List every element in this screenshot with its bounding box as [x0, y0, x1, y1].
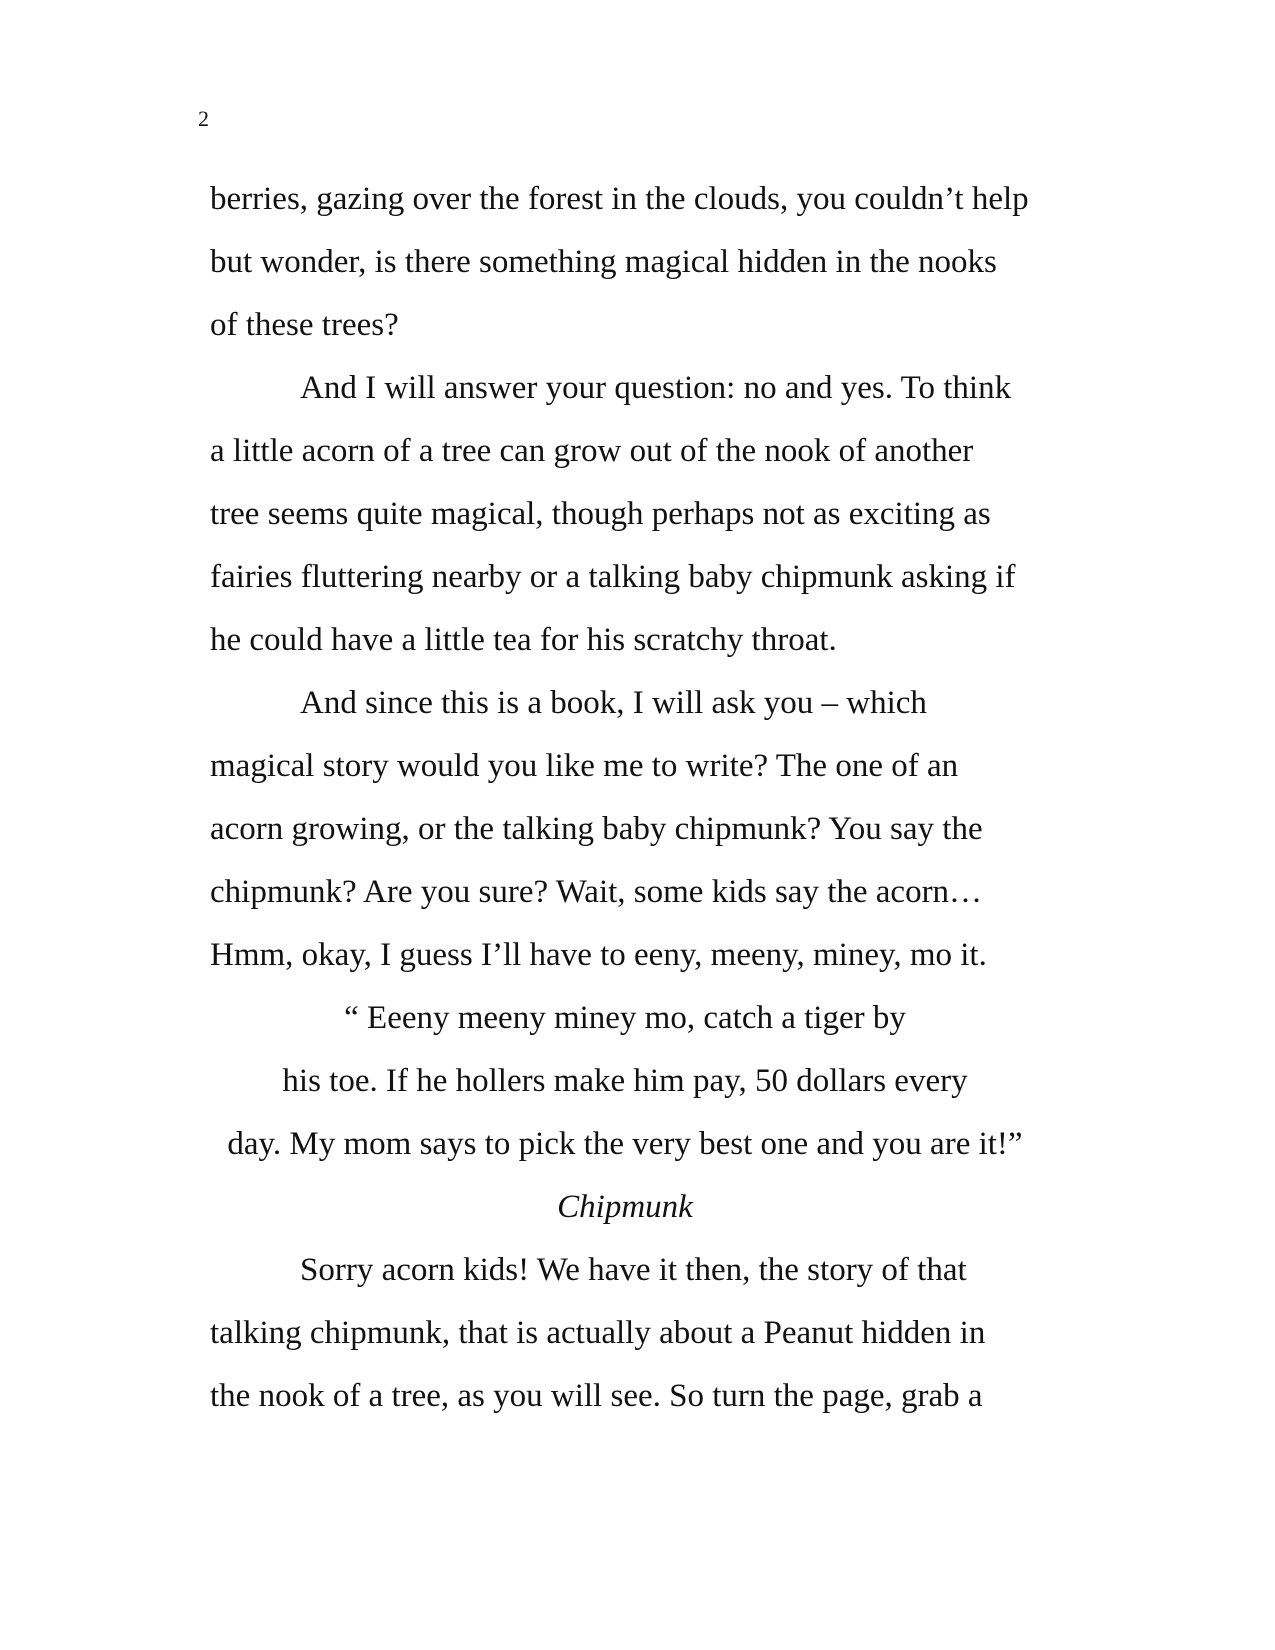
text-line: he could have a little tea for his scratchy throat. [210, 622, 837, 658]
text-line: of these trees? [210, 307, 399, 343]
text-line: magical story would you like me to write? The one of an [210, 748, 959, 784]
text-line: but wonder, is there something magical hidden in the nooks [210, 244, 997, 280]
page-number: 2 [198, 106, 209, 131]
paragraph-first-line: And I will answer your question: no and yes. To think [300, 370, 1012, 406]
paragraph-first-line: And since this is a book, I will ask you – which [300, 685, 927, 721]
quote-attribution: Chipmunk [557, 1189, 693, 1225]
text-line: the nook of a tree, as you will see. So turn the page, grab a [210, 1378, 983, 1414]
text-line: talking chipmunk, that is actually about a Peanut hidden in [210, 1315, 986, 1351]
paragraph-first-line: Sorry acorn kids! We have it then, the story of that [300, 1252, 967, 1288]
quote-line: day. My mom says to pick the very best one and you are it!” [227, 1126, 1023, 1162]
text-line: chipmunk? Are you sure? Wait, some kids say the acorn… [210, 874, 983, 910]
text-line: acorn growing, or the talking baby chipmunk? You say the [210, 811, 983, 847]
quote-line: “ Eeeny meeny miney mo, catch a tiger by [344, 1000, 906, 1036]
text-line: fairies fluttering nearby or a talking baby chipmunk asking if [210, 559, 1016, 595]
text-line: a little acorn of a tree can grow out of the nook of another [210, 433, 974, 469]
quote-line: his toe. If he hollers make him pay, 50 dollars every [282, 1063, 968, 1099]
text-line: berries, gazing over the forest in the clouds, you couldn’t help [210, 181, 1029, 217]
text-line: Hmm, okay, I guess I’ll have to eeny, meeny, miney, mo it. [210, 937, 987, 973]
body-text [210, 168, 1040, 1428]
text-line: tree seems quite magical, though perhaps not as exciting as [210, 496, 991, 532]
